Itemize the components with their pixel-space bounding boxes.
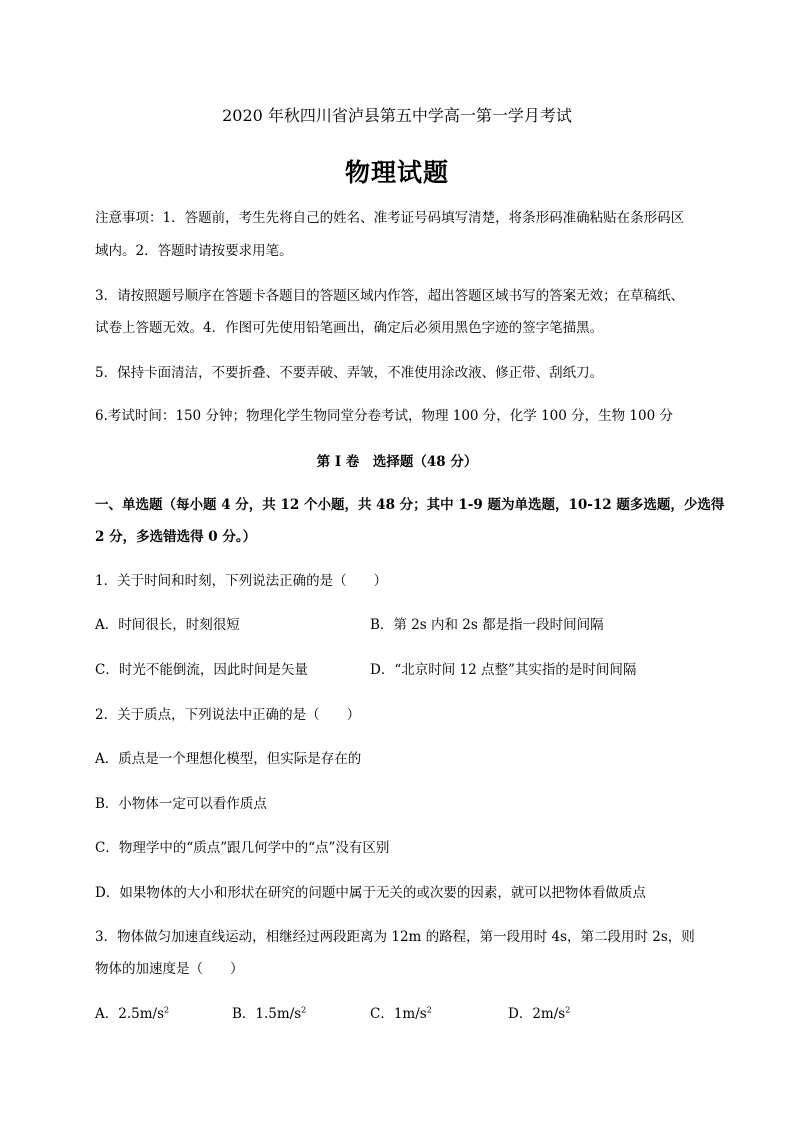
section-heading-line-1: 一、单选题（每小题 4 分，共 12 个小题，共 48 分；其中 1-9 题为单选题，10-12 题多选题，少选得 — [95, 497, 725, 513]
section-title: 第 I 卷 选择题（48 分） — [316, 454, 478, 470]
exam-title: 2020 年秋四川省泸县第五中学高一第一学月考试 — [222, 106, 572, 125]
question-3-option-a — [95, 1004, 169, 1024]
question-2-option-b: B．小物体一定可以看作质点 — [95, 796, 267, 812]
question-3-option-b — [232, 1004, 306, 1024]
question-1-option-c: C．时光不能倒流，因此时间是矢量 — [95, 662, 308, 678]
option-text: C．1m/s — [370, 1006, 427, 1022]
notes-line-4: 试卷上答题无效。4．作图可先使用铅笔画出，确定后必须用黑色字迹的签字笔描黑。 — [95, 320, 604, 336]
question-2-option-a: A．质点是一个理想化模型，但实际是存在的 — [95, 751, 362, 767]
notes-line-5: 5．保持卡面清洁，不要折叠、不要弄破、弄皱，不准使用涂改液、修正带、刮纸刀。 — [95, 365, 604, 381]
section-heading-line-2: 2 分，多选错选得 0 分。） — [95, 529, 257, 545]
notes-line-1: 注意事项：1．答题前，考生先将自己的姓名、准考证号码填写清楚，将条形码准确粘贴在条形码区 — [95, 210, 685, 226]
question-3-option-d — [508, 1004, 570, 1024]
option-text: D．2m/s — [508, 1006, 566, 1022]
subject-title: 物理试题 — [344, 158, 449, 187]
superscript: 2 — [164, 1005, 170, 1015]
question-3-option-c — [370, 1004, 432, 1024]
question-1-option-b: B．第 2s 内和 2s 都是指一段时间间隔 — [370, 617, 604, 633]
question-2-stem: 2．关于质点，下列说法中正确的是（ ） — [95, 707, 361, 723]
question-2-option-d: D．如果物体的大小和形状在研究的问题中属于无关的或次要的因素，就可以把物体看做质点 — [95, 885, 646, 901]
superscript: 2 — [565, 1005, 571, 1015]
superscript: 2 — [301, 1005, 307, 1015]
question-1-option-d: D．“北京时间 12 点整”其实指的是时间间隔 — [370, 662, 637, 678]
question-3-stem-line-2: 物体的加速度是（ ） — [95, 961, 244, 977]
option-text: B．1.5m/s — [232, 1006, 302, 1022]
superscript: 2 — [426, 1005, 432, 1015]
question-1-option-a: A．时间很长，时刻很短 — [95, 617, 240, 633]
notes-line-2: 域内。2．答题时请按要求用笔。 — [95, 243, 293, 259]
question-2-option-c: C．物理学中的“质点”跟几何学中的“点”没有区别 — [95, 840, 390, 856]
question-3-stem-line-1: 3．物体做匀加速直线运动，相继经过两段距离为 12m 的路程，第一段用时 4s，第二段用时 2s，则 — [95, 929, 695, 945]
question-1-stem: 1．关于时间和时刻，下列说法正确的是（ ） — [95, 573, 388, 589]
notes-line-6: 6.考试时间：150 分钟；物理化学生物同堂分卷考试，物理 100 分，化学 100 分，生物 100 分 — [95, 408, 673, 424]
option-text: A．2.5m/s — [95, 1006, 164, 1022]
notes-line-3: 3．请按照题号顺序在答题卡各题目的答题区域内作答，超出答题区域书写的答案无效；在草稿纸、 — [95, 288, 685, 304]
